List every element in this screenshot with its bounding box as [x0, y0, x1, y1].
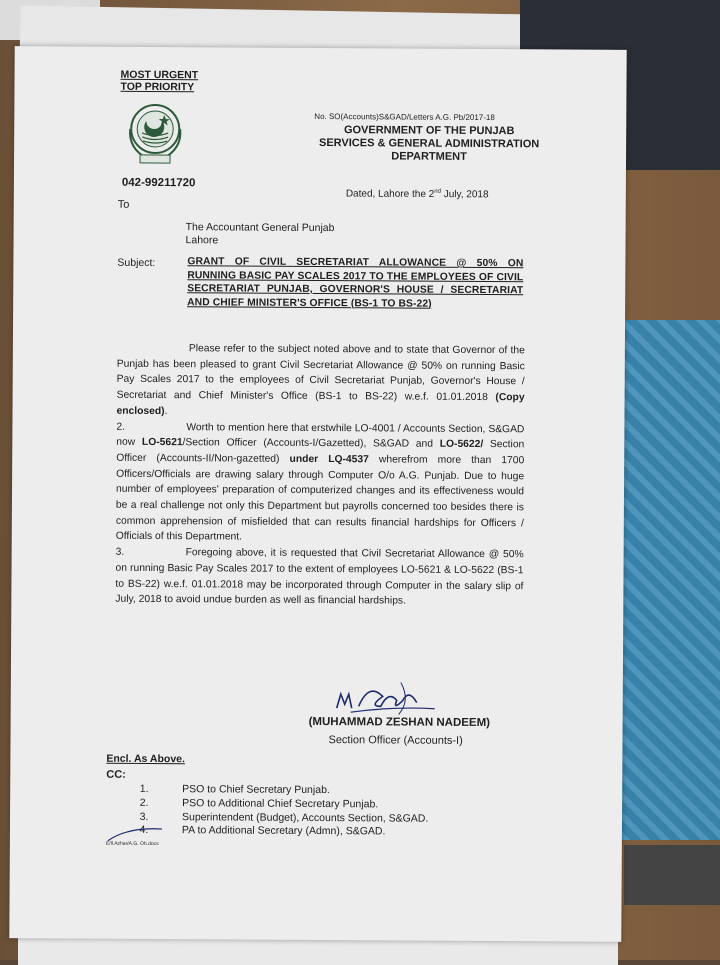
dispatch-initials: E/ll.Azhar/A.G. Oh.docs — [105, 840, 159, 848]
cc-text: Superintendent (Budget), Accounts Section, S&GAD. — [181, 810, 429, 825]
para2-bold-3: under LQ-4537 — [289, 453, 369, 466]
para3-text: Foregoing above, it is requested that Civil Secretariat Allowance @ 50% on running Basic Pay Scales 2017 to the extent of employees LO-5621 & LO-5622 (BS-1 to BS-22) w.e.f. 01.01.2018 may be incorporated through Computer in the salary slip of July, 2018 to avoid undue burden as well as financial hardships. — [115, 547, 524, 607]
enclosure-note: Encl. As Above. — [106, 752, 185, 766]
paragraph-2 — [116, 419, 525, 547]
cc-text: PSO to Chief Secretary Punjab. — [182, 783, 330, 797]
para2-text-3: Section Officer (Accounts-II/Non-gazetted) — [116, 439, 525, 465]
govt-line-3: DEPARTMENT — [391, 150, 467, 163]
priority-line-1: MOST URGENT — [120, 68, 199, 82]
copy-enclosed-note: (Copy enclosed) — [116, 392, 525, 417]
blue-card — [622, 320, 720, 840]
signatory-title: Section Officer (Accounts-I) — [328, 734, 463, 747]
para2-text-2: /Section Officer (Accounts-I/Gazetted), S&GAD and — [182, 437, 440, 450]
priority-marking — [120, 69, 198, 93]
subject-label: Subject: — [117, 256, 156, 270]
para2-text-1: Worth to mention here that erstwhile LO-4001 / Accounts Section, S&GAD now — [116, 421, 525, 449]
cc-text: PSO to Additional Chief Secretary Punjab. — [182, 796, 379, 811]
subject-text: GRANT OF CIVIL SECRETARIAT ALLOWANCE @ 50% ON RUNNING BASIC PAY SCALES 2017 TO THE EMPLOYEES OF CIVIL SECRETARIAT PUNJAB, GOVERNOR'S HOUSE / SECRETARIAT AND CHIEF MINISTER'S OFFICE (BS-1 TO BS-22) — [187, 256, 524, 310]
department-heading — [284, 118, 574, 165]
grey-strip — [624, 845, 720, 905]
date-line — [346, 188, 489, 200]
letter-body — [115, 341, 525, 610]
cc-number: 1. — [139, 782, 149, 795]
cc-text: PA to Additional Secretary (Admn), S&GAD. — [181, 824, 386, 838]
govt-line-2: SERVICES & GENERAL ADMINISTRATION — [318, 136, 540, 151]
cc-number: 3. — [139, 810, 149, 823]
addressee — [186, 221, 335, 248]
para2-number: 2. — [116, 421, 126, 433]
para1-text: Please refer to the subject noted above and to state that Governor of the Punjab has been pleased to grant Civil Secretariat Allowance @ 50% on running Basic Pay Scales 2017 to the employees of Civil Secretariat Punjab, Governor's House / Secretariat and Chief Minister's Office (BS-1 to BS-22) w.e.f. 01.01.2018 — [116, 343, 525, 404]
to-label: To — [117, 198, 130, 211]
para2-bold-2: LO-5622/ — [439, 438, 484, 451]
paragraph-3 — [115, 545, 523, 610]
govt-line-1: GOVERNMENT OF THE PUNJAB — [343, 124, 515, 138]
date-prefix: Dated, Lahore the 2 — [345, 188, 435, 201]
date-suffix: July, 2018 — [440, 189, 489, 201]
handwritten-signature-icon — [331, 678, 441, 719]
reference-number: No. SO(Accounts)S&GAD/Letters A.G. Pb/2017-18 — [314, 111, 495, 123]
priority-line-2: TOP PRIORITY — [120, 80, 195, 94]
punjab-emblem-icon — [122, 99, 188, 169]
cc-label: CC: — [106, 768, 126, 781]
date-superscript: nd — [434, 188, 441, 195]
addressee-line-1: The Accountant General Punjab — [185, 221, 335, 235]
signatory-name: (MUHAMMAD ZESHAN NADEEM) — [308, 715, 491, 730]
para3-number: 3. — [115, 546, 125, 558]
phone-number: 042-99211720 — [121, 176, 196, 190]
cc-number: 4. — [139, 824, 149, 837]
letter-sheet — [9, 46, 626, 942]
paragraph-1 — [116, 341, 524, 422]
cc-number: 2. — [139, 796, 149, 809]
para2-text-4: wherefrom more than 1700 Officers/Officials are drawing salary through Computer O/o A.G. Punjab. Due to huge number of employees' preparation of computerized changes and its effectiveness would be a real challenge not only this Department but payrolls concerned too besides there is common apprehension of misfielded that can results financial hardships for Officers / Officials of this Department. — [115, 454, 525, 543]
para1-tail: . — [164, 405, 168, 417]
para2-bold-1: LO-5621 — [141, 437, 183, 449]
addressee-line-2: Lahore — [185, 234, 219, 247]
